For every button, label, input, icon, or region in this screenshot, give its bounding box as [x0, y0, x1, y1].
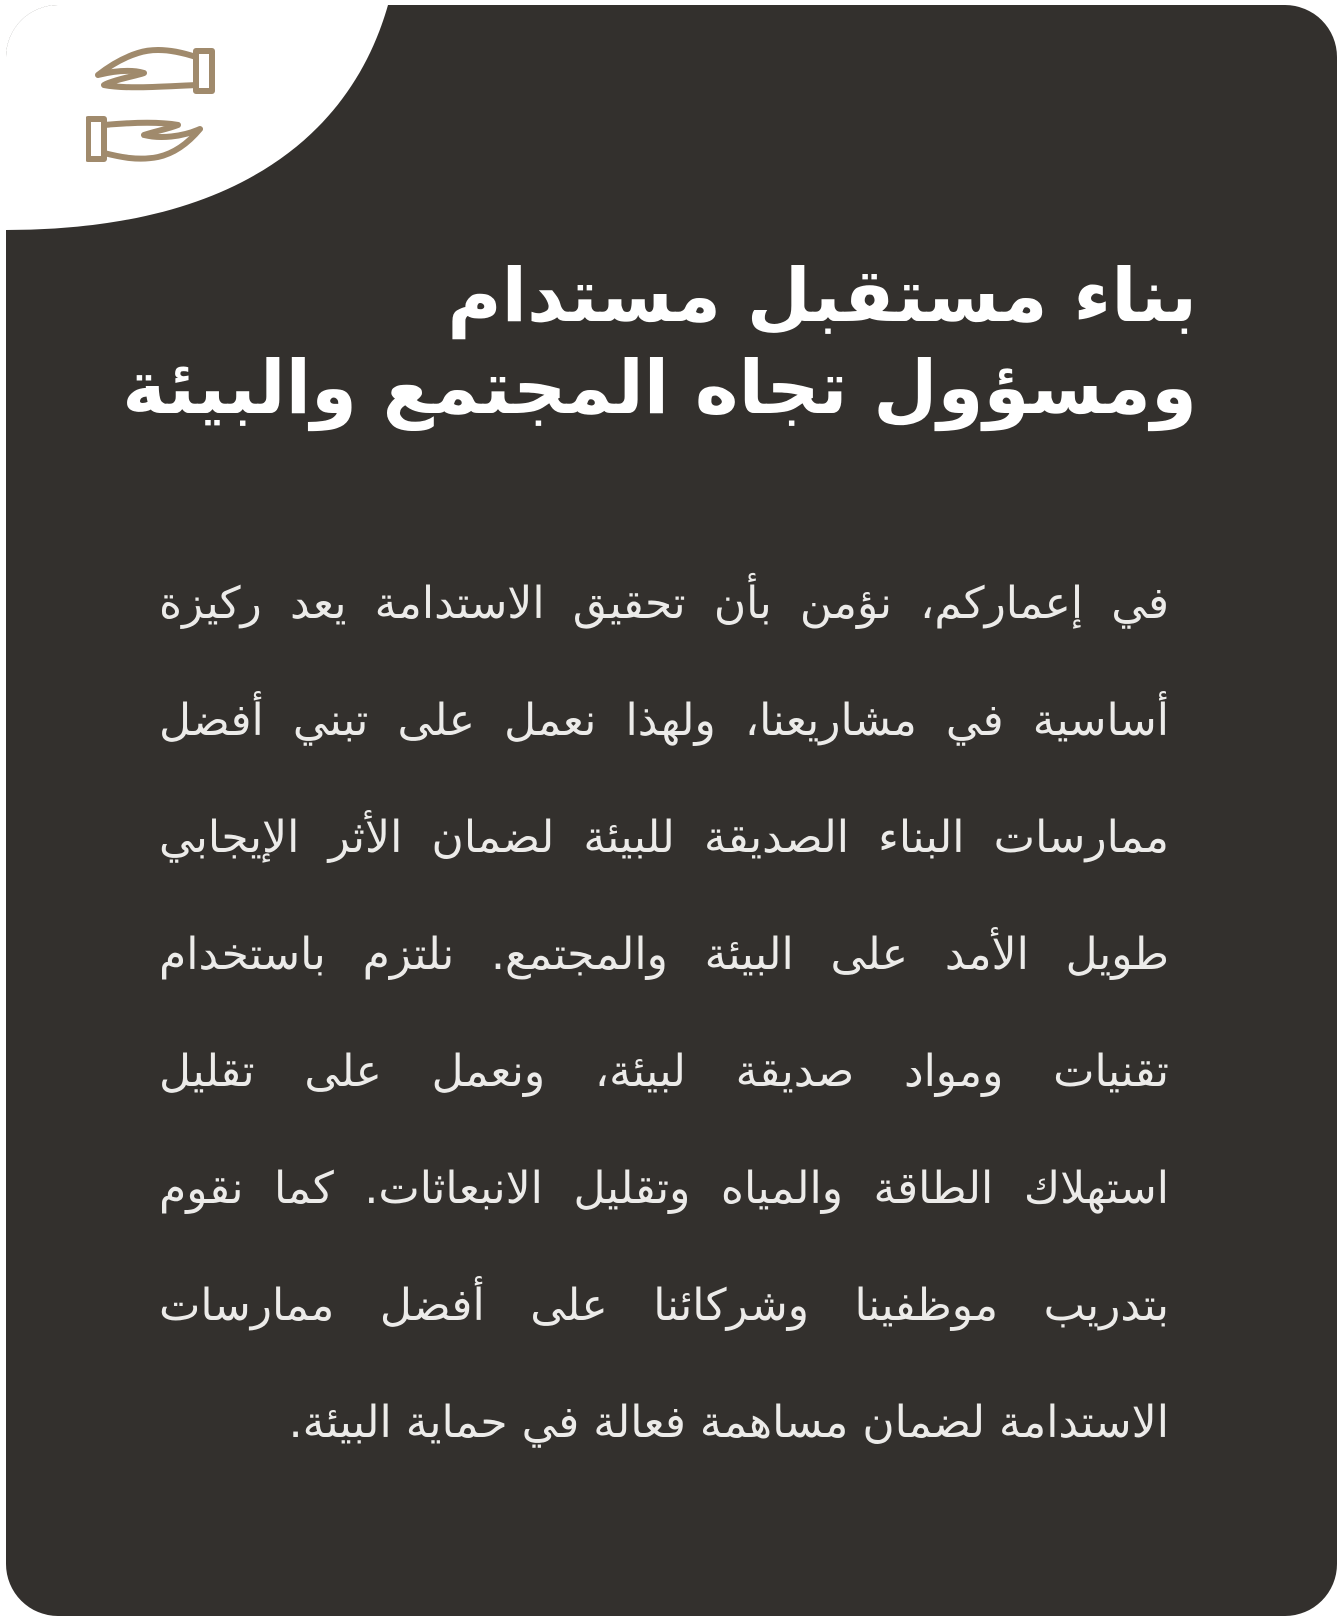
page-title [122, 250, 1197, 434]
hands-giving-icon [86, 45, 236, 185]
body-line: بتدريب موظفينا وشركائنا على أفضل ممارسات [159, 1280, 1169, 1331]
body-line: في إعماركم، نؤمن بأن تحقيق الاستدامة يعد ركيزة [159, 578, 1169, 629]
body-line: تقنيات ومواد صديقة لبيئة، ونعمل على تقليل [159, 1046, 1169, 1097]
body-paragraph [159, 545, 1169, 1481]
title-line-2: ومسؤول تجاه المجتمع والبيئة [122, 345, 1197, 431]
body-line: الاستدامة لضمان مساهمة فعالة في حماية البيئة. [288, 1397, 1169, 1448]
body-line: ممارسات البناء الصديقة للبيئة لضمان الأثر الإيجابي [159, 812, 1169, 863]
content-card [6, 5, 1337, 1616]
body-line: استهلاك الطاقة والمياه وتقليل الانبعاثات. كما نقوم [159, 1163, 1169, 1214]
body-line: أساسية في مشاريعنا، ولهذا نعمل على تبني أفضل [159, 695, 1169, 746]
title-line-1: بناء مستقبل مستدام [447, 253, 1197, 339]
body-line: طويل الأمد على البيئة والمجتمع. نلتزم باستخدام [159, 929, 1169, 980]
